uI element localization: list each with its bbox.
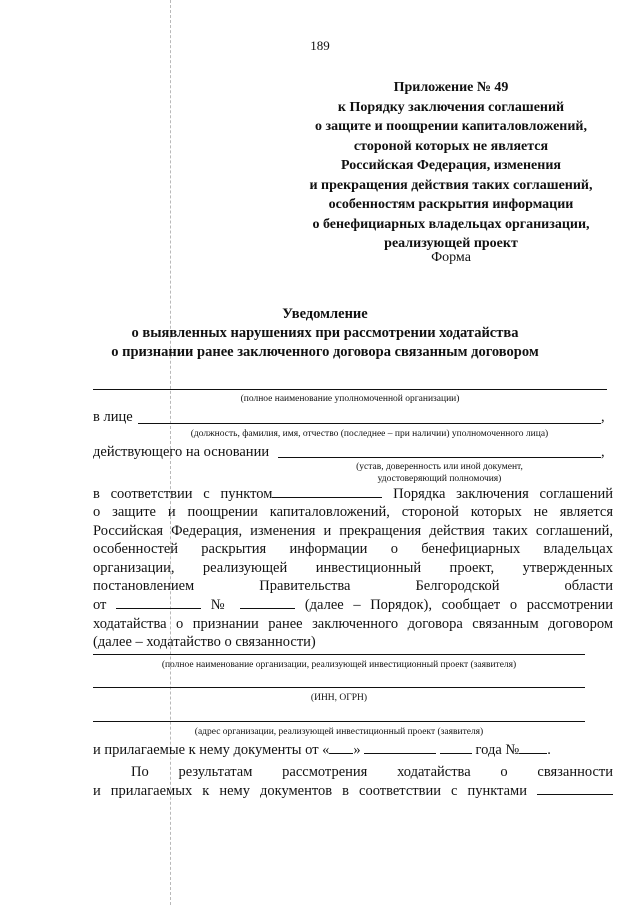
month-field[interactable] [364,740,436,754]
comma: , [601,444,605,460]
docs-text: . [547,742,551,758]
body-line: (далее – ходатайство о связанности) [93,634,316,651]
title-line: о признании ранее заключенного договора связанным договором [111,344,539,360]
body-text: № [210,597,231,614]
day-field[interactable] [329,740,353,754]
appendix-line: реализующей проект [384,236,518,251]
basis-field[interactable] [278,457,601,458]
appendix-line: особенностям раскрытия информации [328,197,574,212]
applicant-caption: (полное наименование организации, реализующей инвестиционный проект (заявителя) [161,660,517,670]
body-line: особенностей раскрытия информации о бенефициарных владельцах [93,541,613,558]
body-paragraph [93,484,613,652]
results-paragraph [93,763,613,801]
inn-caption: (ИНН, ОГРН) [310,693,368,703]
body-line: о защите и поощрении капиталовложений, стороной которых не является [93,504,613,521]
title-line: о выявленных нарушениях при рассмотрении ходатайства [131,325,519,341]
appendix-line: к Порядку заключения соглашений [337,99,565,115]
body-line: Российская Федерация, изменения и прекращения действия таких соглашений, [93,522,613,539]
body-line: ходатайства о признании ранее заключенного договора связанным договором [93,615,613,632]
org-name-field[interactable] [93,389,607,390]
appendix-line: и прекращения действия таких соглашений, [309,177,593,193]
results-text: и прилагаемых к нему документов в соответствии с пунктами [93,783,527,800]
title-line: Уведомление [282,306,368,322]
clauses-field[interactable] [537,781,613,795]
address-field[interactable] [93,721,585,722]
applicant-name-field[interactable] [93,654,585,655]
docs-number-field[interactable] [519,740,547,754]
body-line [93,484,613,503]
docs-text: и прилагаемые к нему документы от « [93,742,330,758]
body-text: (далее – Порядок), сообщает о рассмотрении [304,597,614,614]
results-line [93,781,613,800]
docs-text: года № [475,742,520,758]
person-caption: (должность, фамилия, имя, отчество (последнее – при наличии) уполномоченного лица) [190,429,549,439]
comma: , [601,409,605,425]
body-text: от [93,597,107,614]
docs-text: » [353,742,361,758]
body-line: организации, реализующей инвестиционный проект, утвержденных [93,559,613,576]
page-number: 189 [310,38,330,53]
number-field[interactable] [240,595,295,609]
results-line: По результатам рассмотрения ходатайства о связанности [131,764,613,780]
appendix-line: стороной которых не является [353,138,549,154]
appendix-line: о бенефициарных владельцах организации, [312,216,590,232]
body-text: Порядка заключения соглашений [393,486,613,502]
v-lice-label: в лице [93,409,133,425]
body-line: постановлением Правительства Белгородской области [93,578,613,595]
body-text: в соответствии с пунктом [93,486,273,502]
document-title [70,305,580,362]
address-caption: (адрес организации, реализующей инвестиционный проект (заявителя) [194,727,484,737]
basis-caption [278,461,601,485]
body-line [93,595,613,614]
documents-line [93,740,551,760]
date-field[interactable] [116,595,201,609]
appendix-line: Приложение № 49 [393,80,509,95]
basis-label: действующего на основании [93,444,270,460]
year-field[interactable] [440,740,472,754]
org-name-caption: (полное наименование уполномоченной организации) [240,394,460,404]
appendix-line: о защите и поощрении капиталовложений, [315,119,587,134]
basis-caption-line: (устав, доверенность или иной документ, [356,462,523,472]
inn-ogrn-field[interactable] [93,687,585,688]
person-field[interactable] [138,423,601,424]
form-label: Форма [431,250,471,265]
basis-caption-line: удостоверяющий полномочия) [377,474,502,484]
clause-number-field[interactable] [272,484,382,498]
appendix-line: Российская Федерация, изменения [341,158,561,173]
appendix-header [286,78,616,254]
